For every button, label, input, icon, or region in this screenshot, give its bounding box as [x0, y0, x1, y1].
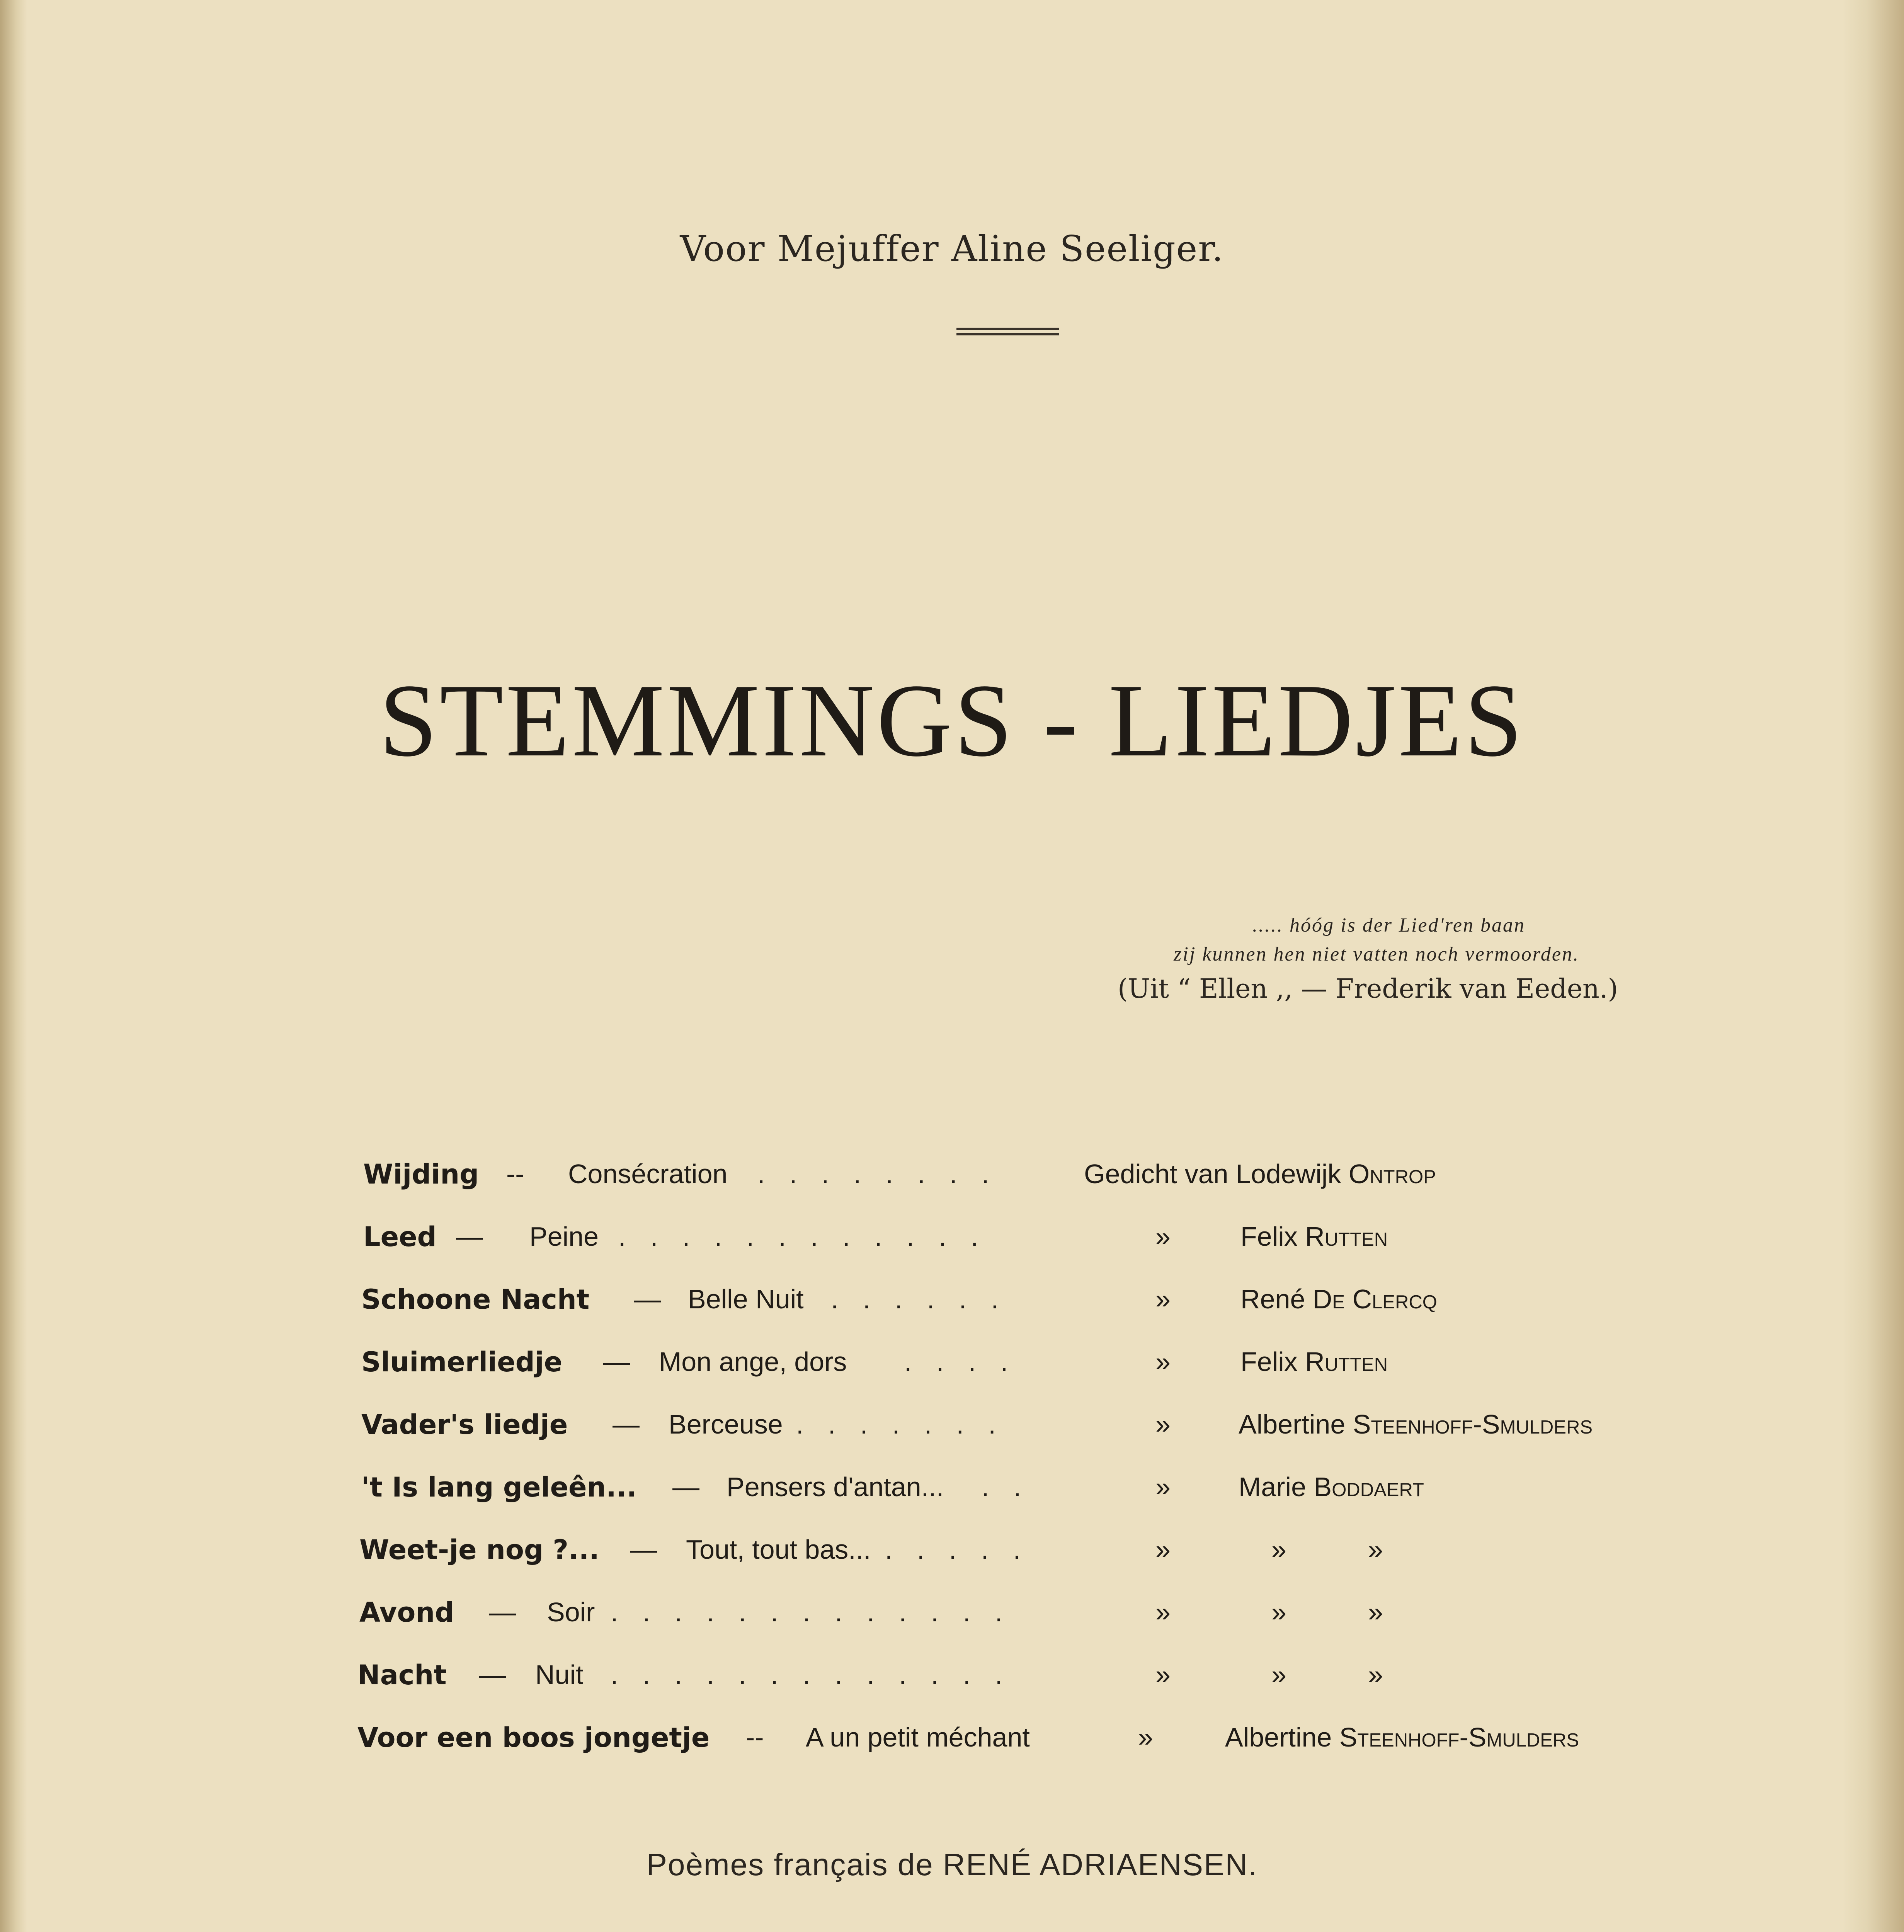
- song-title-nl: Vader's liedje: [361, 1409, 568, 1440]
- poet-first: Felix: [1240, 1347, 1298, 1377]
- poet-name: [1239, 1409, 1593, 1440]
- poet-first: Albertine: [1239, 1409, 1346, 1439]
- song-title-fr: Nuit: [535, 1660, 584, 1690]
- ditto-mark: »: [1271, 1660, 1286, 1690]
- song-dash: --: [746, 1722, 764, 1752]
- ditto-mark: »: [1368, 1597, 1383, 1627]
- song-title-fr: Mon ange, dors: [659, 1347, 847, 1377]
- song-row: [0, 1534, 1904, 1577]
- motto-line-1: ..... hóóg is der Lied'ren baan: [1252, 914, 1525, 936]
- ditto-mark: »: [1271, 1597, 1286, 1627]
- song-row: [0, 1659, 1904, 1702]
- song-row: [0, 1221, 1904, 1264]
- song-row: [0, 1158, 1904, 1201]
- song-row: [0, 1346, 1904, 1389]
- poet-name: [1225, 1722, 1579, 1753]
- double-rule-top: [956, 328, 1059, 330]
- song-title-fr: Belle Nuit: [688, 1284, 804, 1314]
- poet-surname: Rutten: [1305, 1347, 1388, 1377]
- ditto-mark: »: [1368, 1534, 1383, 1565]
- ditto-mark: »: [1271, 1534, 1286, 1565]
- poet-surname: Rutten: [1305, 1221, 1388, 1252]
- leader-dots: . .: [982, 1472, 1030, 1502]
- song-dash: —: [479, 1660, 506, 1690]
- song-title-nl: Voor een boos jongetje: [357, 1722, 710, 1753]
- song-row: [0, 1471, 1904, 1514]
- song-dash: —: [456, 1221, 483, 1252]
- song-title-fr: Soir: [547, 1597, 595, 1627]
- leader-dots: . . . . . . . .: [757, 1159, 998, 1189]
- ditto-mark: »: [1155, 1597, 1171, 1627]
- poet-first: Marie: [1239, 1472, 1307, 1502]
- poet-surname: Steenhoff-Smulders: [1353, 1409, 1593, 1439]
- ditto-mark: »: [1155, 1284, 1171, 1314]
- leader-dots: . . . . . . . . . . . . .: [611, 1597, 1011, 1627]
- poet-first: René: [1240, 1284, 1305, 1314]
- song-row: [0, 1722, 1904, 1764]
- poet-surname: Ontrop: [1348, 1159, 1436, 1189]
- dedication: Voor Mejuffer Aline Seeliger.: [680, 228, 1224, 269]
- song-title-nl: Schoone Nacht: [361, 1284, 590, 1315]
- poet-name: [1239, 1471, 1424, 1502]
- poet-name: [1240, 1346, 1388, 1377]
- ditto-mark: »: [1368, 1660, 1383, 1690]
- translator-credit: Poèmes français de RENÉ ADRIAENSEN.: [646, 1847, 1258, 1882]
- song-dash: —: [603, 1347, 630, 1377]
- song-title-nl: Avond: [359, 1597, 454, 1628]
- song-dash: —: [613, 1409, 640, 1439]
- leader-dots: . . . . . . . . . . . . .: [611, 1660, 1011, 1690]
- ditto-mark: »: [1155, 1221, 1171, 1252]
- song-dash: --: [506, 1159, 524, 1189]
- ditto-mark: »: [1155, 1409, 1171, 1439]
- song-row: [0, 1284, 1904, 1326]
- ditto-mark: »: [1138, 1722, 1153, 1752]
- poet-first: Albertine: [1225, 1722, 1332, 1752]
- ditto-mark: »: [1155, 1534, 1171, 1565]
- song-dash: —: [489, 1597, 516, 1627]
- song-dash: —: [630, 1534, 657, 1565]
- leader-dots: . . . . .: [885, 1534, 1029, 1565]
- song-row: [0, 1409, 1904, 1451]
- double-rule-bottom: [956, 333, 1059, 335]
- paper-edge-left: [0, 0, 27, 1932]
- song-row: [0, 1597, 1904, 1639]
- poet-first: Felix: [1240, 1221, 1298, 1252]
- song-title-fr: Berceuse: [669, 1409, 783, 1439]
- poet-name: [1240, 1284, 1437, 1315]
- song-title-fr: A un petit méchant: [806, 1722, 1030, 1752]
- motto-source: (Uit “ Ellen ,, — Frederik van Eeden.): [1118, 974, 1618, 1004]
- song-title-nl: Sluimerliedje: [361, 1346, 563, 1378]
- leader-dots: . . . . . .: [831, 1284, 1007, 1314]
- motto-line-2: zij kunnen hen niet vatten noch vermoorden.: [1174, 943, 1579, 965]
- song-title-fr: Pensers d'antan...: [727, 1472, 944, 1502]
- ditto-mark: »: [1155, 1660, 1171, 1690]
- ditto-mark: »: [1155, 1472, 1171, 1502]
- song-dash: —: [634, 1284, 661, 1314]
- leader-dots: . . . .: [904, 1347, 1017, 1377]
- poet-surname: Boddaert: [1314, 1472, 1424, 1502]
- poet-first: Gedicht van Lodewijk: [1084, 1159, 1341, 1189]
- song-title-nl: 't Is lang geleên...: [361, 1471, 637, 1503]
- leader-dots: . . . . . . . . . . . .: [618, 1221, 987, 1252]
- paper-edge-right: [1842, 0, 1904, 1932]
- ditto-mark: »: [1155, 1347, 1171, 1377]
- leader-dots: . . . . . . .: [796, 1409, 1004, 1439]
- song-title-nl: Leed: [363, 1221, 437, 1253]
- song-title-fr: Peine: [529, 1221, 599, 1252]
- page-title: STEMMINGS - LIEDJES: [379, 663, 1525, 778]
- song-dash: —: [672, 1472, 699, 1502]
- song-title-nl: Nacht: [357, 1659, 447, 1691]
- poet-surname: Steenhoff-Smulders: [1339, 1722, 1579, 1752]
- poet-surname: De Clercq: [1312, 1284, 1437, 1314]
- song-title-nl: Weet-je nog ?...: [359, 1534, 599, 1566]
- song-title-nl: Wijding: [363, 1158, 479, 1190]
- poet-name: [1240, 1221, 1388, 1252]
- poet-name: [1084, 1158, 1436, 1189]
- song-title-fr: Tout, tout bas...: [686, 1534, 871, 1565]
- song-title-fr: Consécration: [568, 1159, 728, 1189]
